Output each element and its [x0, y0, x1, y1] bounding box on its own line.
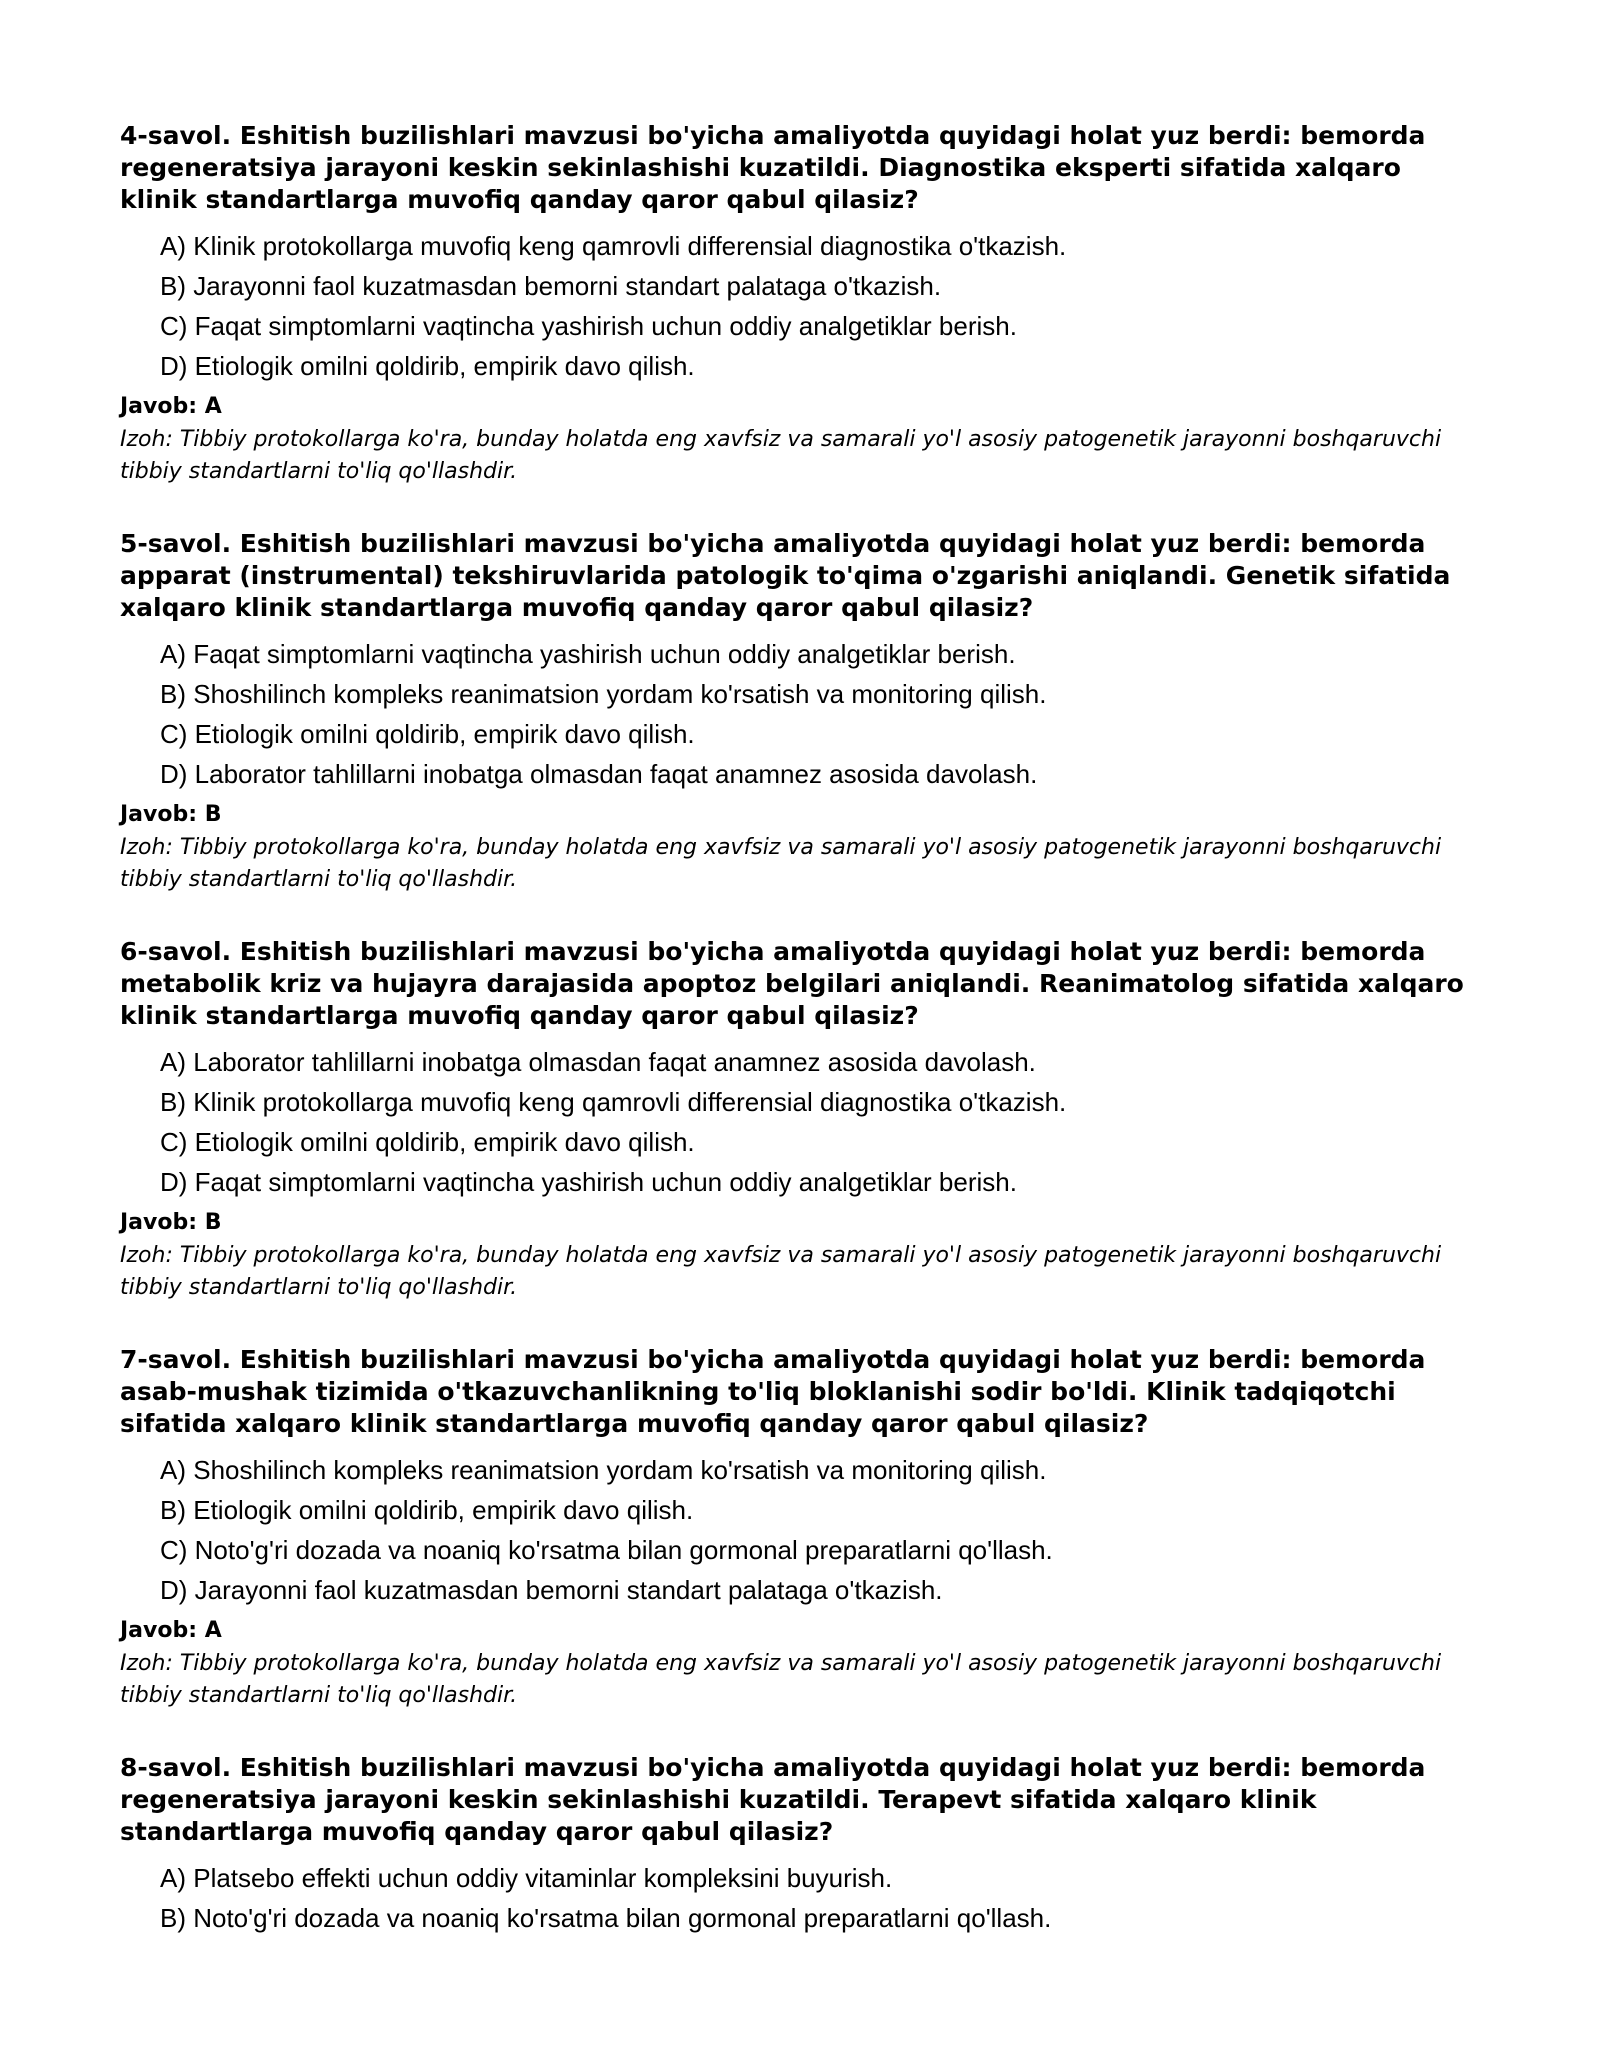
question-block [120, 1344, 1480, 1712]
explanation-text: Izoh: Tibbiy protokollarga ko'ra, bunday holatda eng xavfsiz va samarali yo'l asosiy patogenetik jarayonni boshqaruvchi tibbiy standartlarni to'liq qo'llashdir. [120, 427, 1442, 484]
question-text: 6-savol. Eshitish buzilishlari mavzusi bo'yicha amaliyotda quyidagi holat yuz berdi: bemorda metabolik kriz va hujayra darajasida apoptoz belgilari aniqlandi. Reanimatolog sifatida xalqaro klinik standartlarga muvofiq qanday qaror qabul qilasiz? [120, 937, 1464, 1030]
correct-answer: Javob: A [120, 1618, 222, 1643]
answer-option: B) Jarayonni faol kuzatmasdan bemorni standart palataga o'tkazish. [160, 271, 942, 301]
answer-option: A) Shoshilinch kompleks reanimatsion yordam ko'rsatish va monitoring qilish. [160, 1455, 1047, 1485]
answer-option: B) Etiologik omilni qoldirib, empirik davo qilish. [160, 1495, 694, 1525]
question-text: 5-savol. Eshitish buzilishlari mavzusi bo'yicha amaliyotda quyidagi holat yuz berdi: bemorda apparat (instrumental) tekshiruvlarida patologik to'qima o'zgarishi aniqlandi. Genetik sifatida xalqaro klinik standartlarga muvofiq qanday qaror qabul qilasiz? [120, 529, 1451, 622]
question-text: 7-savol. Eshitish buzilishlari mavzusi bo'yicha amaliyotda quyidagi holat yuz berdi: bemorda asab-mushak tizimida o'tkazuvchanlikning to'liq bloklanishi sodir bo'ldi. Klinik tadqiqotchi sifatida xalqaro klinik standartlarga muvofiq qanday qaror qabul qilasiz? [120, 1345, 1426, 1438]
question-block [120, 120, 1480, 488]
answer-option: A) Klinik protokollarga muvofiq keng qamrovli differensial diagnostika o'tkazish. [160, 231, 1067, 261]
answer-option: A) Faqat simptomlarni vaqtincha yashirish uchun oddiy analgetiklar berish. [160, 639, 1016, 669]
answer-option: C) Etiologik omilni qoldirib, empirik davo qilish. [160, 719, 695, 749]
answer-option: B) Klinik protokollarga muvofiq keng qamrovli differensial diagnostika o'tkazish. [160, 1087, 1067, 1117]
answer-option: C) Noto'g'ri dozada va noaniq ko'rsatma bilan gormonal preparatlarni qo'llash. [160, 1535, 1053, 1565]
answer-option: C) Faqat simptomlarni vaqtincha yashirish uchun oddiy analgetiklar berish. [160, 311, 1017, 341]
answer-option: B) Shoshilinch kompleks reanimatsion yordam ko'rsatish va monitoring qilish. [160, 679, 1047, 709]
question-text: 4-savol. Eshitish buzilishlari mavzusi bo'yicha amaliyotda quyidagi holat yuz berdi: bemorda regeneratsiya jarayoni keskin sekinlashishi kuzatildi. Diagnostika eksperti sifatida xalqaro klinik standartlarga muvofiq qanday qaror qabul qilasiz? [120, 121, 1426, 214]
question-block [120, 936, 1480, 1304]
answer-option: D) Laborator tahlillarni inobatga olmasdan faqat anamnez asosida davolash. [160, 759, 1038, 789]
question-block [120, 1752, 1480, 1938]
correct-answer: Javob: B [120, 802, 222, 827]
answer-option: A) Platsebo effekti uchun oddiy vitaminlar kompleksini buyurish. [160, 1863, 893, 1893]
explanation-text: Izoh: Tibbiy protokollarga ko'ra, bunday holatda eng xavfsiz va samarali yo'l asosiy patogenetik jarayonni boshqaruvchi tibbiy standartlarni to'liq qo'llashdir. [120, 835, 1442, 892]
answer-option: D) Faqat simptomlarni vaqtincha yashirish uchun oddiy analgetiklar berish. [160, 1167, 1017, 1197]
answer-option: D) Etiologik omilni qoldirib, empirik davo qilish. [160, 351, 695, 381]
document-page [120, 120, 1480, 1938]
answer-options-list [120, 226, 1480, 386]
answer-options-list [120, 1450, 1480, 1610]
answer-option: B) Noto'g'ri dozada va noaniq ko'rsatma bilan gormonal preparatlarni qo'llash. [160, 1903, 1052, 1933]
answer-option: C) Etiologik omilni qoldirib, empirik davo qilish. [160, 1127, 695, 1157]
answer-option: A) Laborator tahlillarni inobatga olmasdan faqat anamnez asosida davolash. [160, 1047, 1036, 1077]
explanation-text: Izoh: Tibbiy protokollarga ko'ra, bunday holatda eng xavfsiz va samarali yo'l asosiy patogenetik jarayonni boshqaruvchi tibbiy standartlarni to'liq qo'llashdir. [120, 1651, 1442, 1708]
answer-option: D) Jarayonni faol kuzatmasdan bemorni standart palataga o'tkazish. [160, 1575, 943, 1605]
answer-options-list [120, 634, 1480, 794]
answer-options-list [120, 1042, 1480, 1202]
question-block [120, 528, 1480, 896]
answer-options-list [120, 1858, 1480, 1938]
correct-answer: Javob: A [120, 394, 222, 419]
question-text: 8-savol. Eshitish buzilishlari mavzusi bo'yicha amaliyotda quyidagi holat yuz berdi: bemorda regeneratsiya jarayoni keskin sekinlashishi kuzatildi. Terapevt sifatida xalqaro klinik standartlarga muvofiq qanday qaror qabul qilasiz? [120, 1753, 1426, 1846]
correct-answer: Javob: B [120, 1210, 222, 1235]
explanation-text: Izoh: Tibbiy protokollarga ko'ra, bunday holatda eng xavfsiz va samarali yo'l asosiy patogenetik jarayonni boshqaruvchi tibbiy standartlarni to'liq qo'llashdir. [120, 1243, 1442, 1300]
